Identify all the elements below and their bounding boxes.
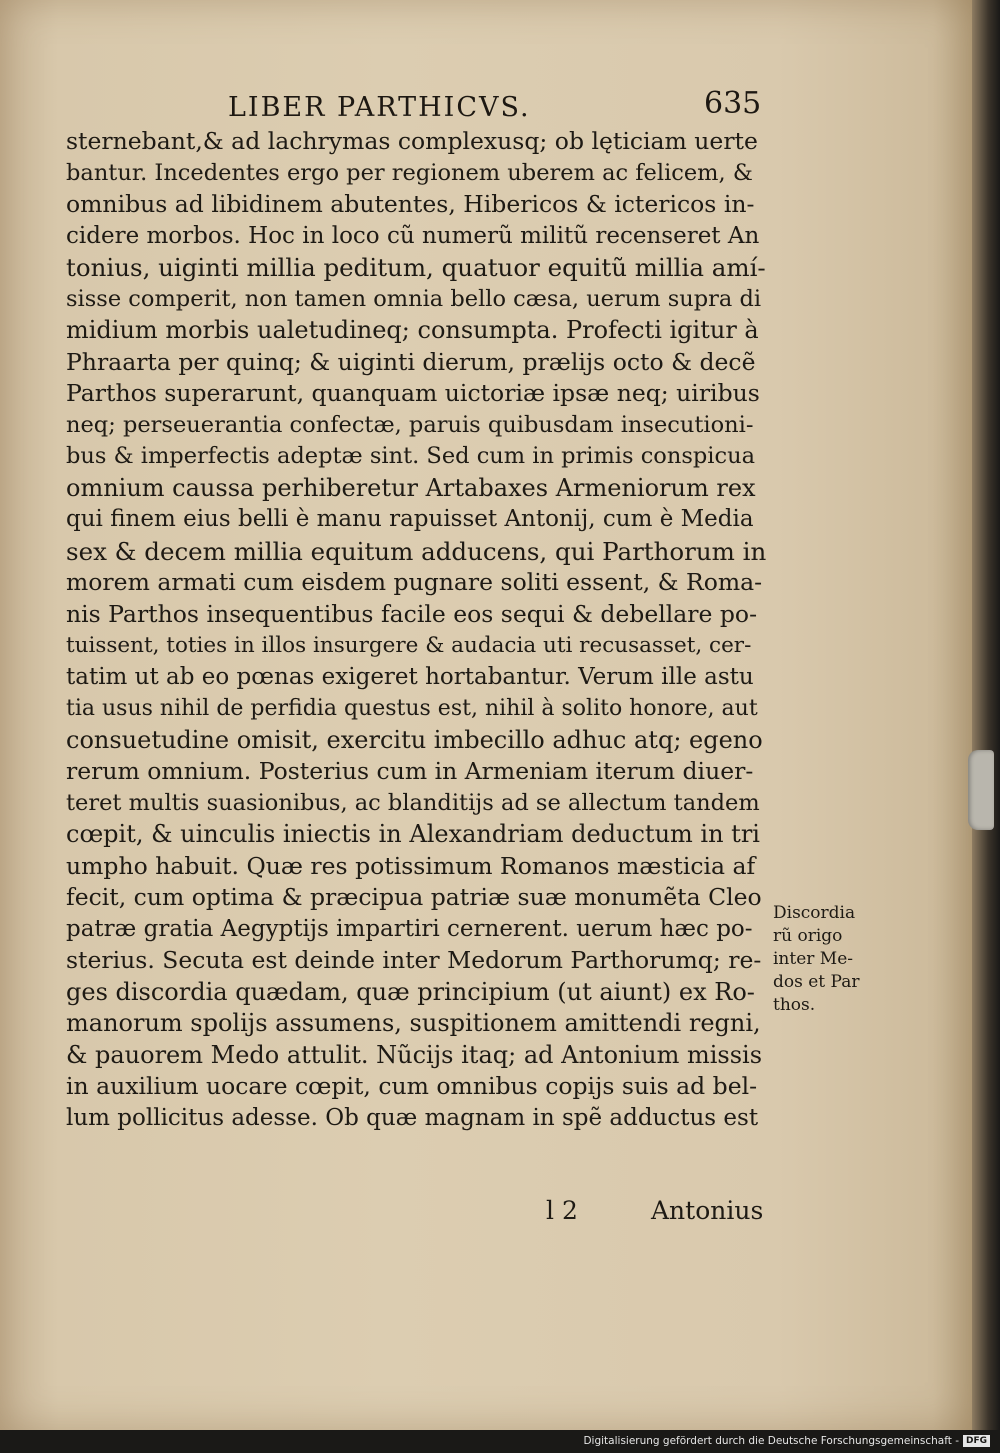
text-line: umpho habuit. Quæ res potissimum Romanos mæsticia af bbox=[66, 851, 756, 880]
marginal-note-line: thos. bbox=[773, 995, 816, 1015]
book-clasp bbox=[968, 750, 994, 830]
text-line: in auxilium uocare cœpit, cum omnibus copijs suis ad bel- bbox=[66, 1072, 758, 1100]
text-line: tia usus nihil de perfidia questus est, nihil à solito honore, aut bbox=[66, 696, 758, 721]
marginal-note bbox=[773, 902, 873, 1017]
page-number: 635 bbox=[704, 86, 762, 121]
text-line: Parthos superarunt, quanquam uictoriæ ipsæ neq; uiribus bbox=[66, 379, 760, 407]
text-line: cœpit, & uinculis iniectis in Alexandriam deductum in tri bbox=[66, 820, 760, 848]
text-line: patræ gratia Aegyptijs impartiri cernerent. uerum hæc po- bbox=[66, 915, 753, 942]
marginal-note-line: rũ origo bbox=[773, 926, 843, 946]
text-line: sternebant,& ad lachrymas complexusq; ob lęticiam uerte bbox=[66, 127, 758, 155]
text-line: morem armati cum eisdem pugnare soliti essent, & Roma- bbox=[66, 568, 763, 596]
catchword-line bbox=[66, 1196, 766, 1230]
text-line: tatim ut ab eo pœnas exigeret hortabantur. Verum ille astu bbox=[66, 663, 754, 690]
text-line: bantur. Incedentes ergo per regionem uberem ac felicem, & bbox=[66, 159, 753, 186]
text-line: fecit, cum optima & præcipua patriæ suæ monumẽta Cleo bbox=[66, 883, 762, 911]
text-line: tuissent, toties in illos insurgere & audacia uti recusasset, cer- bbox=[66, 633, 752, 658]
catchword: Antonius bbox=[651, 1196, 764, 1225]
marginal-note-line: dos et Par bbox=[773, 972, 860, 992]
text-line: consuetudine omisit, exercitu imbecillo adhuc atq; egeno bbox=[66, 725, 763, 754]
text-line: omnibus ad libidinem abutentes, Hibericos & ictericos in- bbox=[66, 190, 755, 218]
dfg-logo: DFG bbox=[963, 1435, 990, 1447]
body-text bbox=[66, 126, 767, 1225]
text-line: rerum omnium. Posterius cum in Armeniam iterum diuer- bbox=[66, 757, 754, 785]
text-line: neq; perseuerantia confectæ, paruis quibusdam insecutioni- bbox=[66, 411, 754, 438]
text-line: lum pollicitus adesse. Ob quæ magnam in spẽ adductus est bbox=[66, 1104, 759, 1131]
marginal-note-line: inter Me- bbox=[773, 949, 854, 969]
footer-credit bbox=[583, 1435, 990, 1447]
text-line: bus & imperfectis adeptæ sint. Sed cum in primis conspicua bbox=[66, 443, 755, 469]
text-line: manorum spolijs assumens, suspitionem amittendi regni, bbox=[66, 1009, 761, 1037]
text-line: sex & decem millia equitum adducens, qui Parthorum in bbox=[66, 536, 767, 566]
marginal-note-line: Discordia bbox=[773, 903, 856, 923]
text-line: sisse comperit, non tamen omnia bello cæsa, uerum supra di bbox=[66, 285, 762, 312]
text-line: & pauorem Medo attulit. Nũcijs itaq; ad Antonium missis bbox=[66, 1040, 763, 1069]
text-line: omnium caussa perhiberetur Artabaxes Armeniorum rex bbox=[66, 473, 756, 502]
text-line: qui finem eius belli è manu rapuisset Antonij, cum è Media bbox=[66, 506, 754, 532]
running-title: LIBER PARTHICVS. bbox=[228, 92, 531, 123]
text-line: teret multis suasionibus, ac blanditijs ad se allectum tandem bbox=[66, 789, 760, 816]
text-line: cidere morbos. Hoc in loco cũ numerũ militũ recenseret An bbox=[66, 222, 760, 249]
text-line: midium morbis ualetudineq; consumpta. Profecti igitur à bbox=[66, 316, 759, 344]
page-edge bbox=[972, 0, 1000, 1430]
text-line: sterius. Secuta est deinde inter Medorum Parthorumq; re- bbox=[66, 946, 762, 974]
signature-mark: l 2 bbox=[546, 1196, 578, 1225]
text-line: ges discordia quædam, quæ principium (ut aiunt) ex Ro- bbox=[66, 977, 755, 1006]
footer bbox=[583, 1432, 1000, 1453]
text-line: tonius, uiginti millia peditum, quatuor equitũ millia amí- bbox=[66, 253, 766, 282]
footer-credit-text: Digitalisierung gefördert durch die Deutsche Forschungsgemeinschaft - bbox=[583, 1435, 959, 1447]
text-line: Phraarta per quinq; & uiginti dierum, prælijs octo & decẽ bbox=[66, 347, 756, 376]
text-line: nis Parthos insequentibus facile eos sequi & debellare po- bbox=[66, 599, 758, 628]
